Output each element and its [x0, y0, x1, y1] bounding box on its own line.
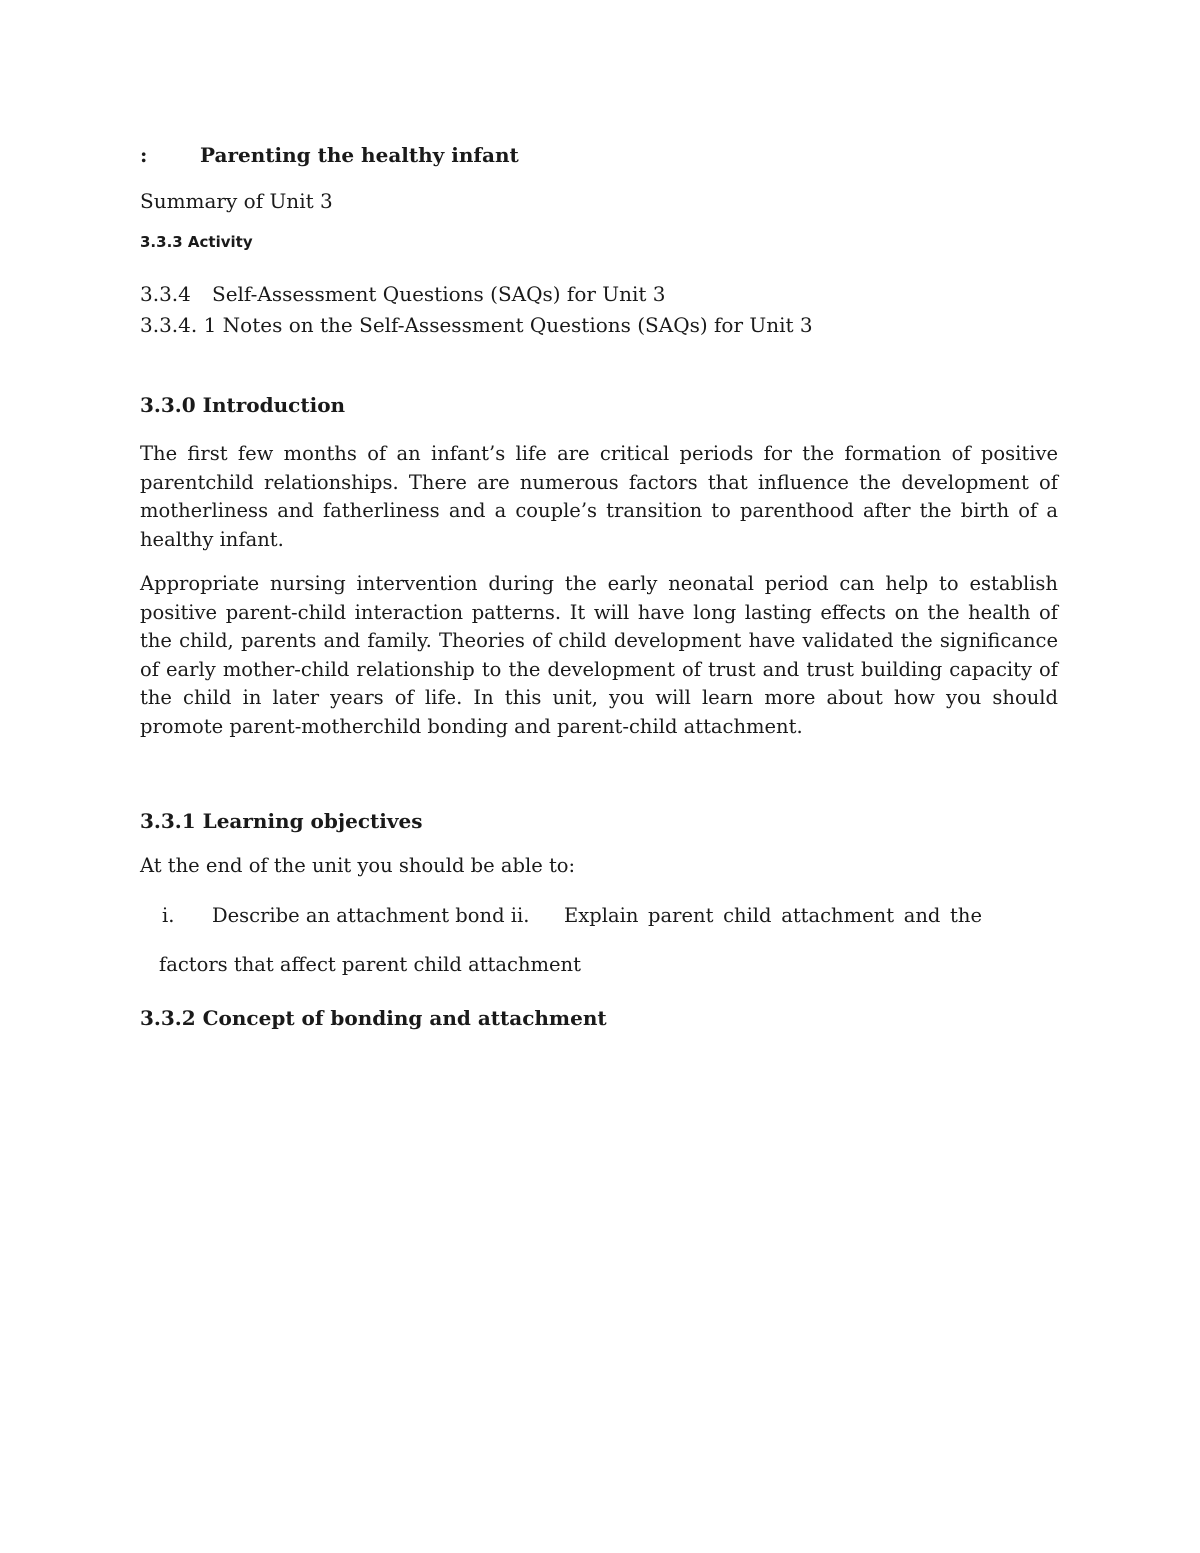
saq-text: Self-Assessment Questions (SAQs) for Unit 3 [212, 282, 666, 306]
title-colon: : [140, 143, 148, 167]
introduction-heading: 3.3.0 Introduction [140, 393, 346, 417]
list-marker: i. [162, 904, 175, 927]
objectives-intro: At the end of the unit you should be able to: [140, 854, 576, 877]
introduction-paragraph-2: Appropriate nursing intervention during the early neonatal period can help to establish positive parent-child interaction patterns. It will have long lasting effects on the health of the child, parents and family. Theories of child development have validated the significance of early mother-child relationship to the development of trust and trust building capacity of the child in later years of life. In this unit, you will learn more about how you should promote parent-motherchild bonding and parent-child attachment. [140, 572, 1058, 738]
saq-notes-line: 3.3.4. 1 Notes on the Self-Assessment Questions (SAQs) for Unit 3 [140, 313, 813, 337]
objectives-heading: 3.3.1 Learning objectives [140, 809, 423, 833]
title-text: Parenting the healthy infant [200, 143, 519, 167]
activity-line: 3.3.3 Activity [140, 233, 253, 251]
saq-line [140, 280, 666, 308]
summary-line: Summary of Unit 3 [140, 189, 333, 213]
concept-heading: 3.3.2 Concept of bonding and attachment [140, 1006, 607, 1030]
document-title [140, 141, 519, 169]
objective-text-b: Explain parent child attachment and the [564, 904, 982, 927]
objective-continuation: factors that affect parent child attachment [159, 953, 581, 976]
saq-number: 3.3.4 [140, 282, 191, 306]
objective-text-a: Describe an attachment bond ii. [212, 904, 530, 927]
introduction-paragraph-1: The first few months of an infant’s life are critical periods for the formation of positive parentchild relationships. There are numerous factors that influence the development of motherliness and fatherliness and a couple’s transition to parenthood after the birth of a healthy infant. [140, 442, 1058, 551]
